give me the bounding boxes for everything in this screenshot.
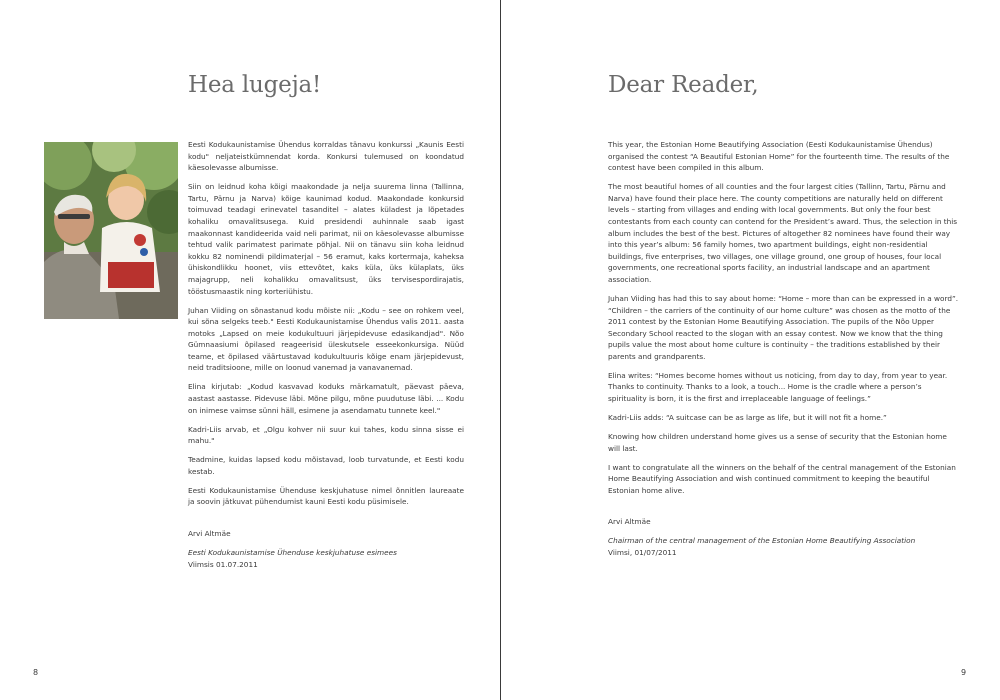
left-paragraph: Juhan Viiding on sõnastanud kodu mõiste nii: „Kodu – see on rohkem veel, kui sõna selgeks teeb." Eesti Kodukaunistamise Ühendus valis 2011. aasta motoks „Lapsed on meie kodukultuuri järjepidevuse edasikandjad". Nõo Gümnaasiumi õpilased reageerisid üleskutsele esseekonkursiga. Nüüd teame, et õpilased väärtustavad kodukultuuris kõige enam järjepidevust, neid traditsioone, mille on loonud vanemad ja vanavanemad.	[188, 305, 464, 373]
photo-illustration	[44, 142, 178, 319]
right-date: Viimsi, 01/07/2011	[608, 547, 677, 557]
left-signature-name: Arvi Altmäe	[188, 528, 231, 538]
right-page	[501, 0, 1000, 700]
right-signature-name: Arvi Altmäe	[608, 517, 651, 527]
left-paragraph: Eesti Kodukaunistamise Ühenduse keskjuhatuse nimel õnnitlen laureaate ja soovin jätkuvat pühendumist kauni Eesti kodu püsimisele.	[188, 485, 464, 507]
photo-grandfather-and-child	[44, 142, 178, 319]
left-paragraph: Kadri-Liis arvab, et „Olgu kohver nii suur kui tahes, kodu sinna sisse ei mahu."	[188, 424, 464, 446]
left-paragraph: Elina kirjutab: „Kodud kasvavad koduks märkamatult, päevast päeva, aastast aastasse. Pidevuse läbi. Mõne pilgu, mõne puudutuse läbi. ... Kodu on inimese vaimse sünni häll, esimene ja asendamatu tunnete keel."	[188, 382, 464, 415]
right-page-number: 9	[961, 668, 967, 677]
right-signature	[608, 516, 960, 547]
right-paragraph: Knowing how children understand home gives us a sense of security that the Estonian home will last.	[608, 432, 947, 453]
left-signature	[188, 528, 464, 559]
right-paragraph: Elina writes: “Homes become homes without us noticing, from day to day, from year to year. Thanks to continuity. Thanks to a look, a touch... Home is the cradle where a person’s spirituality is born, it is the first and irreplaceable language of feelings.”	[608, 370, 948, 404]
right-signature-role: Chairman of the central management of the Estonian Home Beautifying Association	[608, 536, 916, 546]
right-paragraph: The most beautiful homes of all counties and the four largest cities (Tallinn, Tartu, Pärnu and Narva) have found their place here. The county competitions are naturally held on different levels – starting from villages and ending with local governments. But only the four best contestants from each county can contend for the President’s award. Thus, the selection in this album includes the best of the best. Pictures of altogether 82 nominees have found their way into this year’s album: 56 family homes, two apartment buildings, eight non-residential buildings, five enterprises, two villages, one village ground, one group of houses, four local governments, one recreational sports facility, an industrial landscape and an apartment association.	[608, 182, 958, 284]
left-page-number: 8	[33, 668, 39, 677]
left-signature-role: Eesti Kodukaunistamise Ühenduse keskjuhatuse esimees	[188, 547, 397, 557]
left-paragraph: Teadmine, kuidas lapsed kodu mõistavad, loob turvatunde, et Eesti kodu kestab.	[188, 455, 464, 476]
left-body-text	[188, 139, 464, 578]
left-paragraph: Siin on leidnud koha kõigi maakondade ja nelja suurema linna (Tallinna, Tartu, Pärnu ja Narva) kõige kaunimad kodud. Maakondade konkursid toimuvad teadagi erinevatel tasanditel – alates küladest ja lõpetades kohaliku omavalitsusega. Kuid presidendi auhinnale saab igast maakonnast kandideerida vaid neli parimat, nii on käesolevasse albumisse tehtud valik parimatest parimate põhjal. Nii on tänavu siin koha leidnud kokku 82 nominendi pildimaterjal – 56 eramut, kaks kortermaja, kaheksa ühiskondlikku hoonet, viis ettevõtet, kaks küla, üks külaplats, üks majagrupp, neli kohalikku omavalitsust, üks tervisespordirajatis, tööstusmaastik ning korteriühistu.	[188, 182, 464, 296]
left-paragraph: Eesti Kodukaunistamise Ühendus korraldas tänavu konkurssi „Kaunis Eesti kodu" neljateistkümnendat korda. Konkursi tulemused on koondatud käesolevasse albumisse.	[188, 140, 464, 173]
right-paragraph: Kadri-Liis adds: “A suitcase can be as large as life, but it will not fit a home.”	[608, 413, 887, 423]
right-body-text	[608, 139, 960, 566]
right-paragraph: Juhan Viiding has had this to say about home: “Home – more than can be expressed in a word”. “Children – the carriers of the continuity of our home culture” was chosen as the motto of the 2011 contest by the Estonian Home Beautifying Association. The pupils of the Nõo Upper Secondary School reacted to the slogan with an essay contest. Now we know that the thing pupils value the most about home culture is continuity – the traditions established by their parents and grandparents.	[608, 293, 959, 361]
left-date: Viimsis 01.07.2011	[188, 559, 258, 569]
right-paragraph: I want to congratulate all the winners on the behalf of the central management of the Estonian Home Beautifying Association and wish continued commitment to keeping the beautiful Estonian home alive.	[608, 462, 956, 495]
right-page-title: Dear Reader,	[608, 72, 759, 98]
right-paragraph: This year, the Estonian Home Beautifying Association (Eesti Kodukaunistamise Ühendus) organised the contest “A Beautiful Estonian Home” for the fourteenth time. The results of the contest have been compiled in this album.	[608, 140, 950, 173]
left-page-title: Hea lugeja!	[188, 72, 322, 98]
